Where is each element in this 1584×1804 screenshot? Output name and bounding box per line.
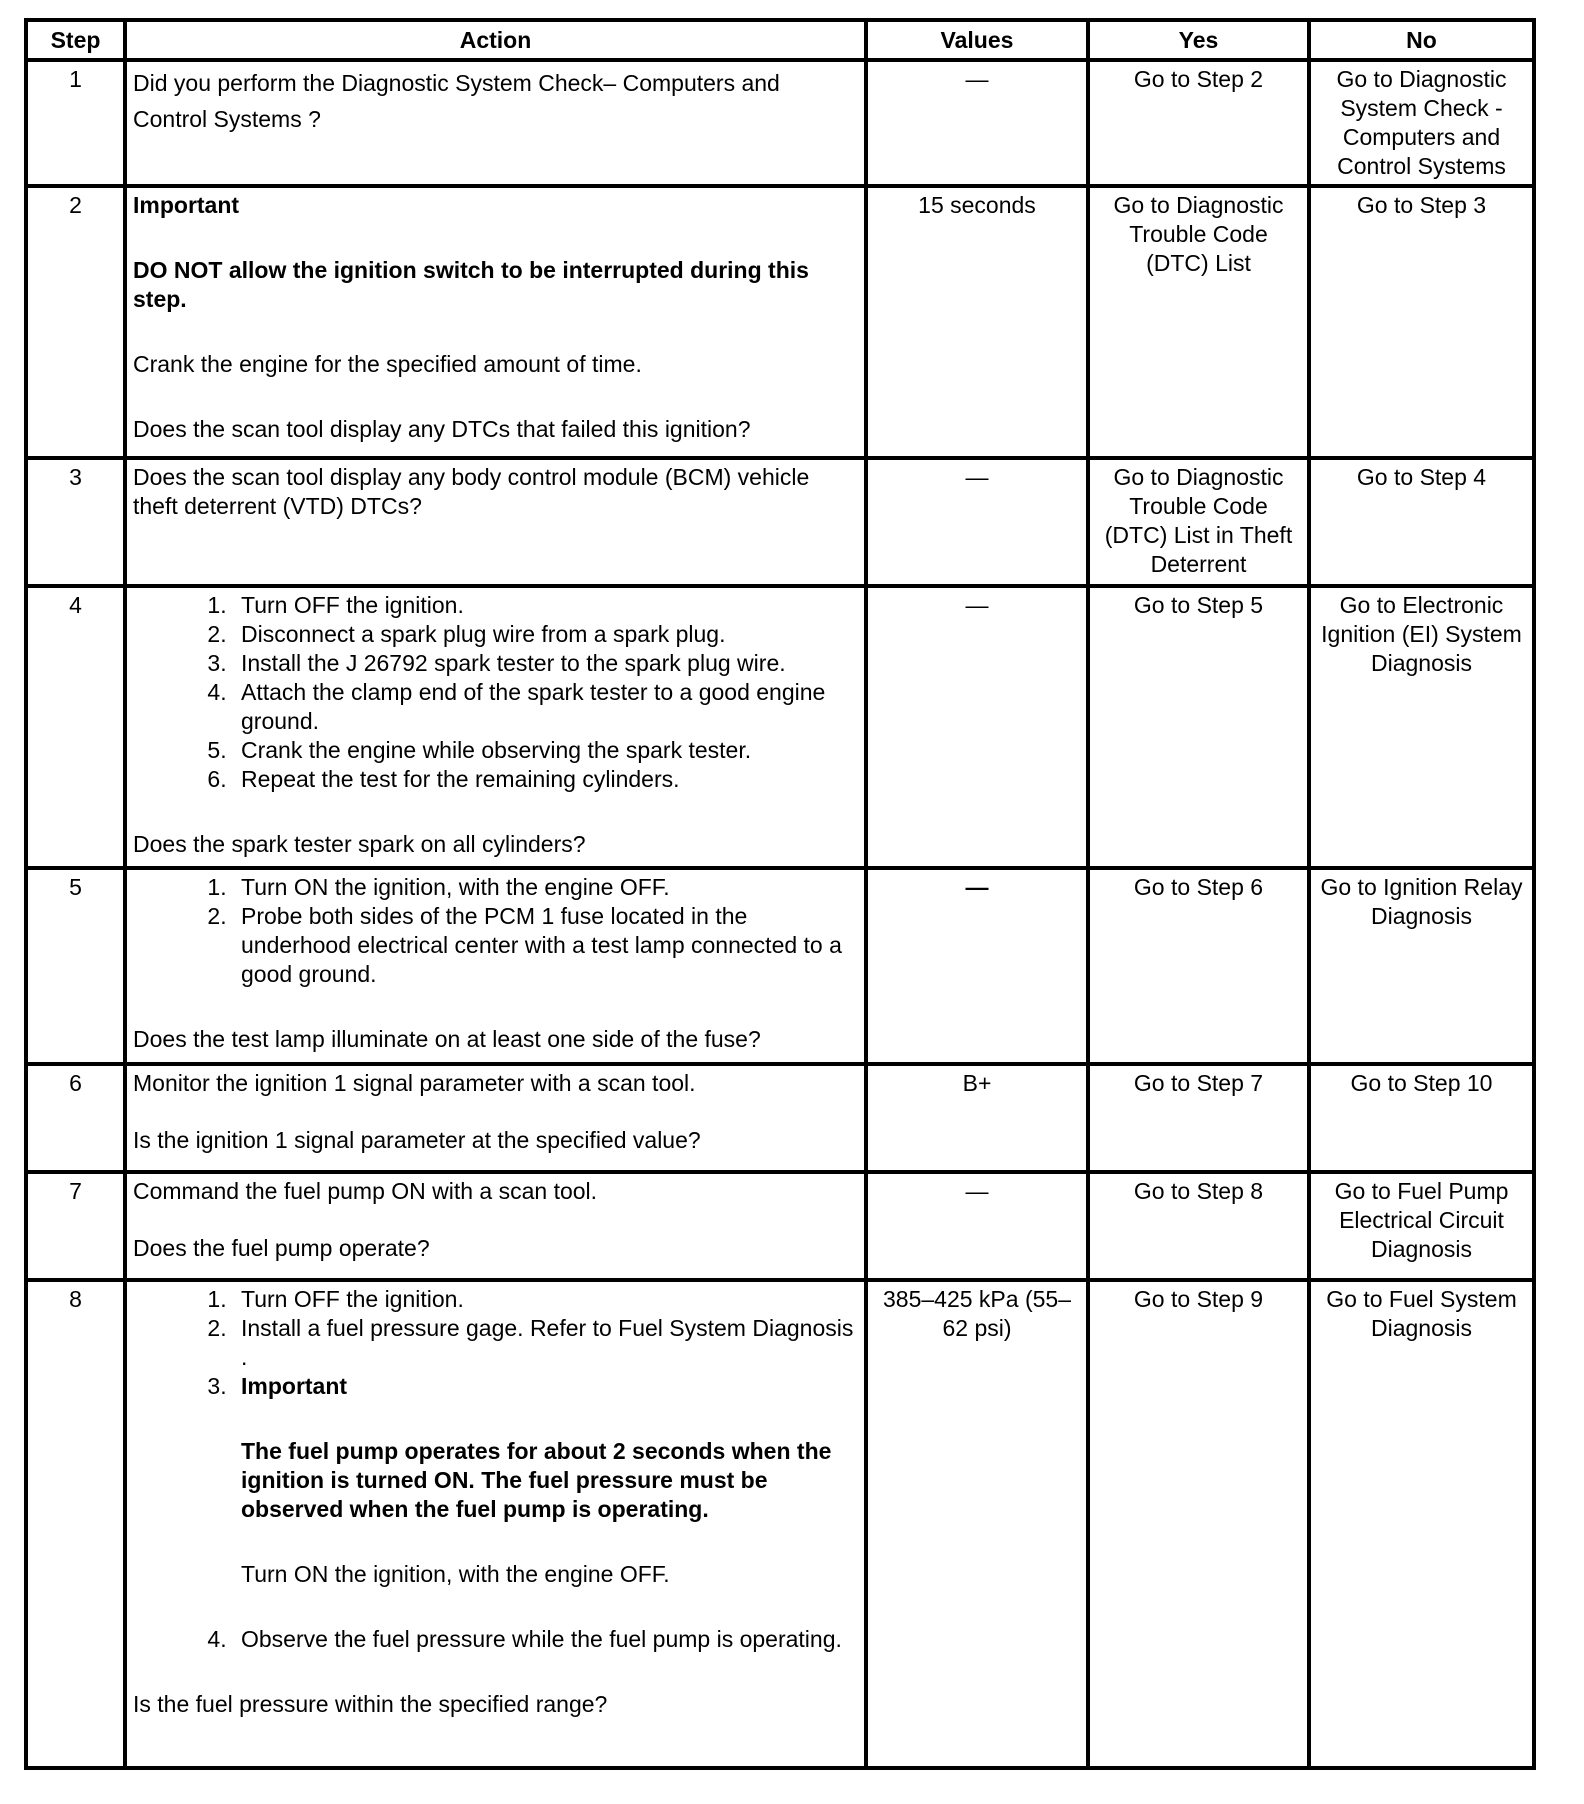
yes-link[interactable]: Go to Diagnostic Trouble Code (DTC) List	[1088, 186, 1309, 458]
list-item: 1. Turn OFF the ignition.	[233, 591, 858, 620]
action-cell	[125, 1280, 866, 1768]
step-number: 7	[26, 1172, 125, 1280]
yes-link[interactable]: Go to Step 2	[1088, 60, 1309, 186]
action-cell	[125, 1064, 866, 1172]
action-question: Does the spark tester spark on all cylinders?	[133, 831, 586, 857]
table-row	[26, 868, 1534, 1064]
yes-link[interactable]: Go to Step 8	[1088, 1172, 1309, 1280]
table-row	[26, 1280, 1534, 1768]
value-cell: 385–425 kPa (55–62 psi)	[866, 1280, 1088, 1768]
value-cell: —	[866, 868, 1088, 1064]
action-question: Does the scan tool display any DTCs that failed this ignition?	[133, 416, 751, 442]
no-link[interactable]: Go to Fuel System Diagnosis	[1309, 1280, 1534, 1768]
warning-text: DO NOT allow the ignition switch to be interrupted during this step.	[133, 257, 809, 312]
no-link[interactable]: Go to Step 10	[1309, 1064, 1534, 1172]
table-row	[26, 1172, 1534, 1280]
header-yes: Yes	[1088, 20, 1309, 60]
action-question: Is the ignition 1 signal parameter at the specified value?	[133, 1127, 701, 1153]
action-question: Is the fuel pressure within the specified range?	[133, 1691, 608, 1717]
no-link[interactable]: Go to Step 4	[1309, 458, 1534, 586]
value-cell: —	[866, 1172, 1088, 1280]
step-number: 2	[26, 186, 125, 458]
action-question: Does the test lamp illuminate on at least one side of the fuse?	[133, 1026, 761, 1052]
table-row	[26, 586, 1534, 868]
table-row	[26, 60, 1534, 186]
action-cell	[125, 458, 866, 586]
action-list	[133, 1285, 858, 1654]
action-text: Crank the engine for the specified amount of time.	[133, 351, 642, 377]
yes-link[interactable]: Go to Step 5	[1088, 586, 1309, 868]
list-item	[233, 1372, 858, 1625]
no-link[interactable]: Go to Step 3	[1309, 186, 1534, 458]
header-action: Action	[125, 20, 866, 60]
table-row	[26, 1064, 1534, 1172]
action-cell	[125, 868, 866, 1064]
important-label: Important	[133, 192, 240, 218]
action-list	[133, 591, 858, 794]
list-item: 2. Install a fuel pressure gage. Refer to Fuel System Diagnosis .	[233, 1314, 858, 1372]
step-number: 3	[26, 458, 125, 586]
value-cell: —	[866, 458, 1088, 586]
action-question: Does the fuel pump operate?	[133, 1235, 430, 1261]
header-step: Step	[26, 20, 125, 60]
value-cell: —	[866, 60, 1088, 186]
list-item: 4. Observe the fuel pressure while the fuel pump is operating.	[233, 1625, 858, 1654]
value-cell: —	[866, 586, 1088, 868]
no-link[interactable]: Go to Fuel Pump Electrical Circuit Diagnosis	[1309, 1172, 1534, 1280]
list-item: 3. Install the J 26792 spark tester to the spark plug wire.	[233, 649, 858, 678]
yes-link[interactable]: Go to Step 9	[1088, 1280, 1309, 1768]
list-item: 6. Repeat the test for the remaining cylinders.	[233, 765, 858, 794]
action-text: Turn ON the ignition, with the engine OFF.	[241, 1561, 670, 1587]
step-number: 1	[26, 60, 125, 186]
action-cell	[125, 60, 866, 186]
step-number: 5	[26, 868, 125, 1064]
table-row	[26, 186, 1534, 458]
header-no: No	[1309, 20, 1534, 60]
action-list	[133, 873, 858, 989]
list-item: 1. Turn OFF the ignition.	[233, 1285, 858, 1314]
yes-link[interactable]: Go to Diagnostic Trouble Code (DTC) List in Theft Deterrent	[1088, 458, 1309, 586]
no-link[interactable]: Go to Ignition Relay Diagnosis	[1309, 868, 1534, 1064]
value-cell: B+	[866, 1064, 1088, 1172]
header-values: Values	[866, 20, 1088, 60]
yes-link[interactable]: Go to Step 6	[1088, 868, 1309, 1064]
important-label: 3. Important	[241, 1373, 348, 1399]
action-text: Command the fuel pump ON with a scan tool.	[133, 1178, 598, 1204]
list-item: 1. Turn ON the ignition, with the engine OFF.	[233, 873, 858, 902]
step-number: 4	[26, 586, 125, 868]
value-cell: 15 seconds	[866, 186, 1088, 458]
yes-link[interactable]: Go to Step 7	[1088, 1064, 1309, 1172]
action-cell	[125, 186, 866, 458]
action-text: Does the scan tool display any body control module (BCM) vehicle theft deterrent (VTD) DTCs?	[133, 464, 810, 519]
list-item: 4. Attach the clamp end of the spark tester to a good engine ground.	[233, 678, 858, 736]
no-link[interactable]: Go to Diagnostic System Check - Computers and Control Systems	[1309, 60, 1534, 186]
header-row	[26, 20, 1534, 60]
action-cell	[125, 1172, 866, 1280]
list-item: 2. Probe both sides of the PCM 1 fuse located in the underhood electrical center with a test lamp connected to a good ground.	[233, 902, 858, 989]
step-number: 8	[26, 1280, 125, 1768]
list-item: 5. Crank the engine while observing the spark tester.	[233, 736, 858, 765]
table-row	[26, 458, 1534, 586]
warning-text: The fuel pump operates for about 2 seconds when the ignition is turned ON. The fuel pressure must be observed when the fuel pump is operating.	[241, 1438, 832, 1522]
action-text: Monitor the ignition 1 signal parameter with a scan tool.	[133, 1070, 696, 1096]
step-number: 6	[26, 1064, 125, 1172]
action-cell	[125, 586, 866, 868]
no-link[interactable]: Go to Electronic Ignition (EI) System Diagnosis	[1309, 586, 1534, 868]
diagnostic-table	[24, 18, 1536, 1770]
action-text: Did you perform the Diagnostic System Check– Computers and Control Systems ?	[133, 70, 780, 132]
list-item: 2. Disconnect a spark plug wire from a spark plug.	[233, 620, 858, 649]
